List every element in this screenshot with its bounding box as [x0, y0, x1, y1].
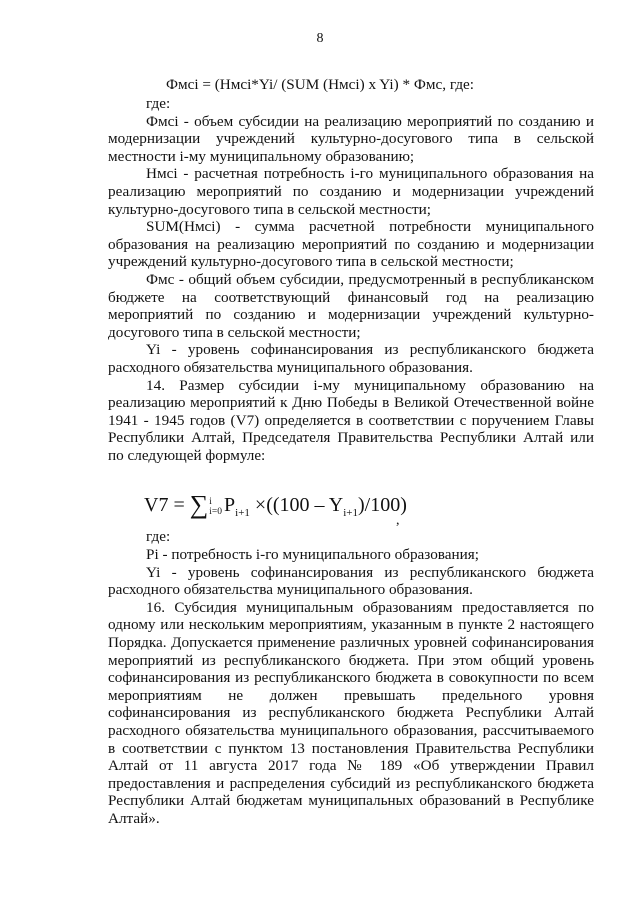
paragraph: SUM(Нмсi) - сумма расчетной потребности муниципального образования на реализацию мероприятий по созданию и модернизации учреждений культурно-досугового типа в сельской местности; [108, 218, 594, 271]
paragraph: 14. Размер субсидии i-му муниципальному образованию на реализацию мероприятий к Дню Победы в Великой Отечественной войне 1941 - 1945 годов (V7) определяется в соответствии с поручением Главы Республики Алтай, Председателя Правительства Республики Алтай или по следующей формуле: [108, 376, 594, 464]
sum-sign: ∑ [189, 490, 209, 520]
formula-mid: ×((100 – Y [249, 494, 344, 517]
formula-lhs: V7 = [144, 494, 190, 517]
paragraph: Yi - уровень софинансирования из республиканского бюджета расходного обязательства муниципального образования. [108, 563, 594, 599]
paragraph: Фмс - общий объем субсидии, предусмотренный в республиканском бюджете на соответствующий финансовый год на реализацию мероприятий по созданию и модернизации учреждений культурно-досугового типа в сельской местности; [108, 270, 594, 341]
paragraph: 16. Субсидия муниципальным образованиям предоставляется по одному или нескольким мероприятиям, указанным в пункте 2 настоящего Порядка. Допускается применение различных уровней софинансирования мероприятий из республиканского бюджета. При этом общий уровень софинансирования из республиканского бюджета в совокупности по всем мероприятиям не должен превышать предельного уровня софинансирования из республиканского бюджета Республики Алтай расходного обязательства муниципального образования, рассчитываемого в соответствии с пунктом 13 постановления Правительства Республики Алтай от 11 августа 2017 года № 189 «Об утверждении Правил предоставления и распределения субсидий из республиканского бюджета Республики Алтай бюджетам муниципальных образований в Республике Алтай». [108, 598, 594, 827]
formula-p-subscript: i+1 [235, 507, 250, 520]
paragraph: где: [146, 528, 171, 546]
subsidy-formula: Фмсi = (Нмсi*Yi/ (SUM (Нмсi) x Yi) * Фмс, где: [165, 76, 475, 93]
page-number: 8 [316, 31, 324, 46]
document-body [108, 95, 594, 828]
sum-lower-limit: i=0 [209, 506, 223, 517]
paragraph: Нмсi - расчетная потребность i-го муниципального образования на реализацию мероприятий по созданию и модернизации учреждений культурно-досугового типа в сельской местности; [108, 165, 594, 218]
formula-tail: )/100) [358, 494, 407, 517]
sum-limits [209, 497, 222, 517]
formula-comma: , [396, 513, 400, 529]
paragraph: Фмсi - объем субсидии на реализацию мероприятий по созданию и модернизации учреждений культурно-досугового типа в сельской местности i-му муниципальному образованию; [108, 112, 594, 165]
paragraph: где: [146, 95, 171, 112]
sum-upper-limit: i [209, 496, 212, 507]
v7-formula [108, 468, 594, 528]
paragraph: Pi - потребность i-го муниципального образования; [146, 546, 479, 564]
formula-p: P [224, 494, 236, 517]
v7-formula-expression [144, 492, 407, 524]
formula-y-subscript: i+1 [343, 507, 358, 520]
paragraph: Yi - уровень софинансирования из республиканского бюджета расходного обязательства муниципального образования. [108, 341, 594, 376]
